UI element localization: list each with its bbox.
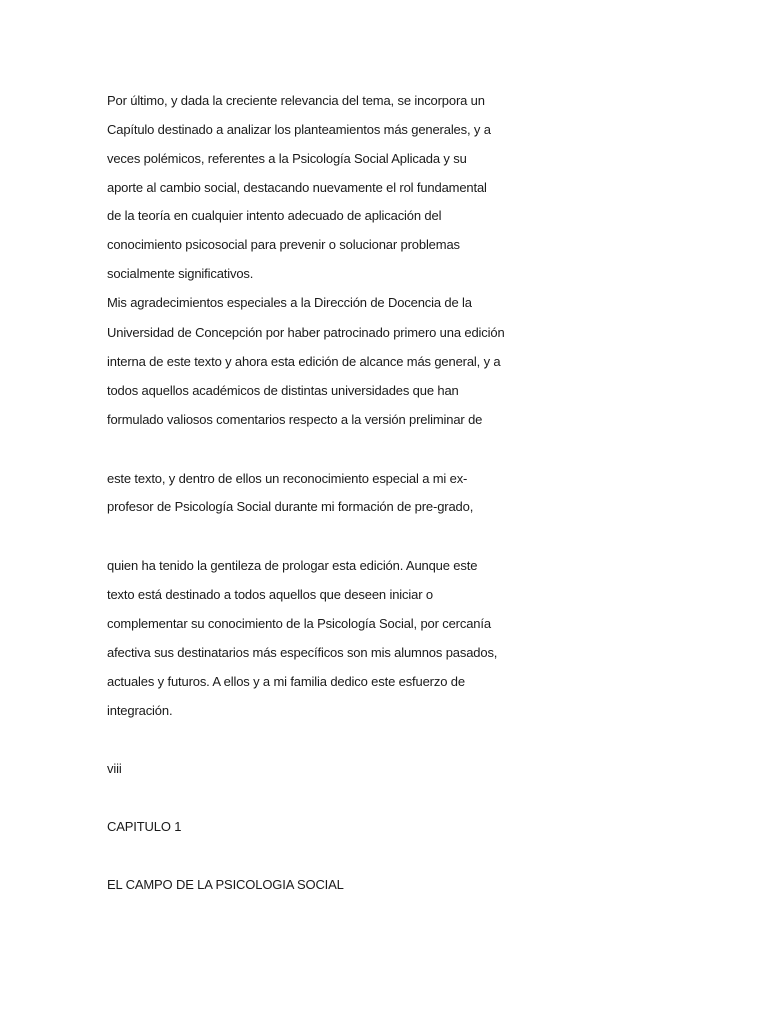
paragraph-4-line-6: integración.	[107, 703, 173, 718]
paragraph-3-line-1: este texto, y dentro de ellos un reconocimiento especial a mi ex-	[107, 471, 468, 486]
paragraph-2-line-1: Mis agradecimientos especiales a la Dirección de Docencia de la	[107, 295, 472, 310]
paragraph-2-line-3: interna de este texto y ahora esta edición de alcance más general, y a	[107, 354, 501, 369]
paragraph-4-line-1: quien ha tenido la gentileza de prologar esta edición. Aunque este	[107, 558, 478, 573]
paragraph-1-line-5: de la teoría en cualquier intento adecuado de aplicación del	[107, 208, 442, 223]
paragraph-1-line-2: Capítulo destinado a analizar los planteamientos más generales, y a	[107, 122, 491, 137]
paragraph-1-line-1: Por último, y dada la creciente relevancia del tema, se incorpora un	[107, 93, 485, 108]
paragraph-1-line-3: veces polémicos, referentes a la Psicología Social Aplicada y su	[107, 151, 467, 166]
paragraph-4-line-3: complementar su conocimiento de la Psicología Social, por cercanía	[107, 616, 491, 631]
paragraph-2-line-2: Universidad de Concepción por haber patrocinado primero una edición	[107, 325, 505, 340]
paragraph-2-line-5: formulado valiosos comentarios respecto a la versión preliminar de	[107, 412, 483, 427]
paragraph-4-line-4: afectiva sus destinatarios más específicos son mis alumnos pasados,	[107, 645, 498, 660]
paragraph-1-line-4: aporte al cambio social, destacando nuevamente el rol fundamental	[107, 180, 487, 195]
paragraph-1-line-6: conocimiento psicosocial para prevenir o solucionar problemas	[107, 237, 460, 252]
paragraph-4-line-5: actuales y futuros. A ellos y a mi familia dedico este esfuerzo de	[107, 674, 465, 689]
chapter-title: EL CAMPO DE LA PSICOLOGIA SOCIAL	[107, 877, 344, 892]
page-number: viii	[107, 761, 122, 776]
paragraph-4-line-2: texto está destinado a todos aquellos que deseen iniciar o	[107, 587, 433, 602]
paragraph-1-line-7: socialmente significativos.	[107, 266, 254, 281]
paragraph-2-line-4: todos aquellos académicos de distintas universidades que han	[107, 383, 459, 398]
paragraph-3-line-2: profesor de Psicología Social durante mi formación de pre-grado,	[107, 499, 474, 514]
chapter-label: CAPITULO 1	[107, 819, 182, 834]
